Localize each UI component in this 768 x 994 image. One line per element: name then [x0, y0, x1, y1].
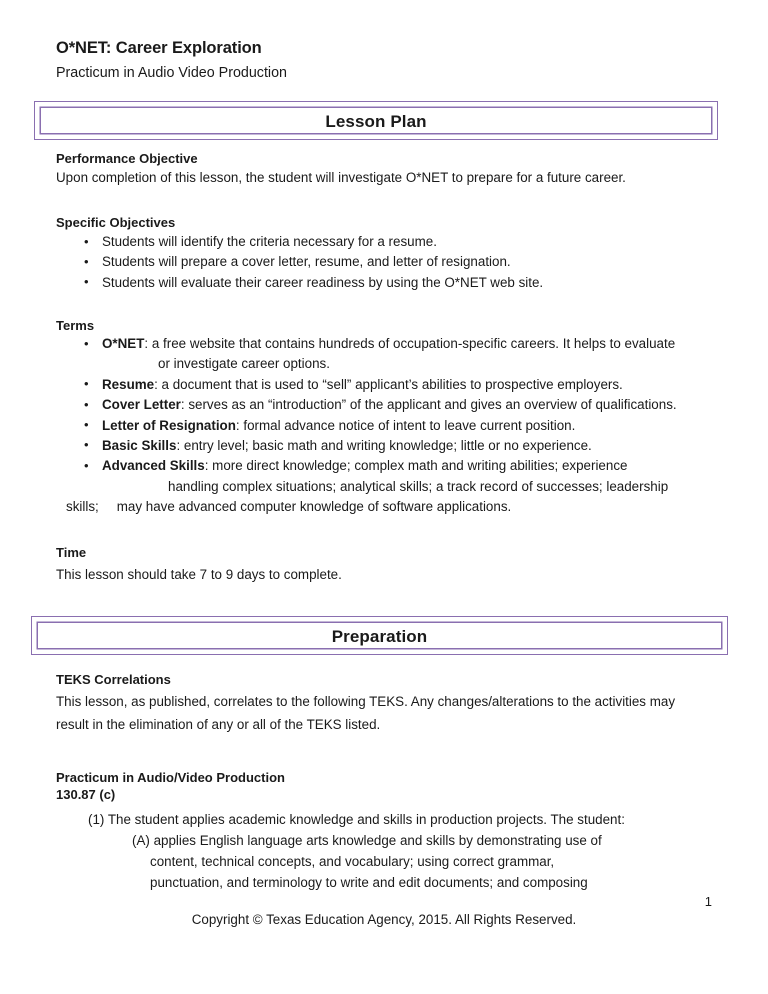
teks-item: (A) applies English language arts knowledge and skills by demonstrating use of: [132, 832, 602, 848]
term-name: Resume: [102, 376, 155, 392]
time-heading: Time: [56, 545, 87, 560]
teks-correlations-heading: TEKS Correlations: [56, 672, 171, 687]
preparation-banner-label: Preparation: [331, 627, 428, 646]
term-definition-line3-lead: skills;: [66, 499, 99, 514]
list-item: [56, 334, 704, 375]
term-definition-line3: [66, 497, 704, 517]
term-definition: : entry level; basic math and writing knowledge; little or no experience.: [176, 437, 592, 453]
teks-correlations-body: This lesson, as published, correlates to the following TEKS. Any changes/alterations to the activities may result in the elimination of any or all of the TEKS listed.: [56, 694, 676, 733]
term-definition: : more direct knowledge; complex math and writing abilities; experience: [204, 458, 628, 474]
page-title: O*NET: Career Exploration: [56, 39, 262, 57]
term-definition-line2: handling complex situations; analytical skills; a track record of successes; leadership: [168, 478, 669, 494]
term-definition-line4: may have advanced computer knowledge of software applications.: [116, 499, 512, 514]
term-definition: : a free website that contains hundreds of occupation-specific careers. It helps to evaluate: [144, 336, 676, 351]
time-body: This lesson should take 7 to 9 days to complete.: [56, 567, 342, 582]
terms-list: [56, 334, 704, 517]
list-item: [56, 395, 704, 415]
term-name: O*NET: [102, 336, 145, 351]
list-item: [56, 375, 704, 395]
term-name: Cover Letter: [102, 397, 181, 413]
teks-item: content, technical concepts, and vocabulary; using correct grammar,: [150, 853, 555, 869]
specific-objectives-list: [56, 232, 696, 293]
term-name: Letter of Resignation: [102, 417, 236, 433]
teks-items-list: [56, 810, 706, 894]
list-item: • Students will evaluate their career readiness by using the O*NET web site.: [56, 273, 696, 293]
term-definition: : formal advance notice of intent to leave current position.: [235, 417, 576, 433]
copyright-notice: Copyright © Texas Education Agency, 2015. All Rights Reserved.: [191, 912, 577, 927]
list-item: • Students will identify the criteria necessary for a resume.: [56, 232, 696, 252]
performance-objective-heading: Performance Objective: [56, 151, 198, 166]
term-name: Basic Skills: [102, 437, 177, 453]
performance-objective-body: Upon completion of this lesson, the student will investigate O*NET to prepare for a future career.: [56, 170, 626, 185]
page-subtitle: Practicum in Audio Video Production: [56, 64, 288, 81]
lesson-plan-banner: [34, 101, 718, 140]
course-code: 130.87 (c): [56, 787, 116, 802]
term-definition: : serves as an “introduction” of the applicant and gives an overview of qualifications.: [180, 397, 677, 413]
specific-objectives-heading: Specific Objectives: [56, 215, 176, 230]
preparation-banner: [31, 616, 728, 655]
term-definition: : a document that is used to “sell” applicant’s abilities to prospective employers.: [154, 376, 623, 392]
list-item: [56, 416, 704, 436]
terms-heading: Terms: [56, 318, 95, 333]
list-item: [56, 436, 704, 456]
teks-item: (1) The student applies academic knowledge and skills in production projects. The student:: [88, 812, 625, 827]
term-definition-continued: or investigate career options.: [158, 356, 330, 372]
page-number: 1: [704, 894, 712, 909]
list-item: • Students will prepare a cover letter, resume, and letter of resignation.: [56, 252, 696, 272]
list-item: [56, 456, 704, 517]
teks-item: punctuation, and terminology to write and edit documents; and composing: [150, 874, 588, 890]
course-name: Practicum in Audio/Video Production: [56, 770, 285, 785]
term-name: Advanced Skills: [102, 458, 205, 474]
lesson-plan-banner-label: Lesson Plan: [325, 112, 427, 131]
